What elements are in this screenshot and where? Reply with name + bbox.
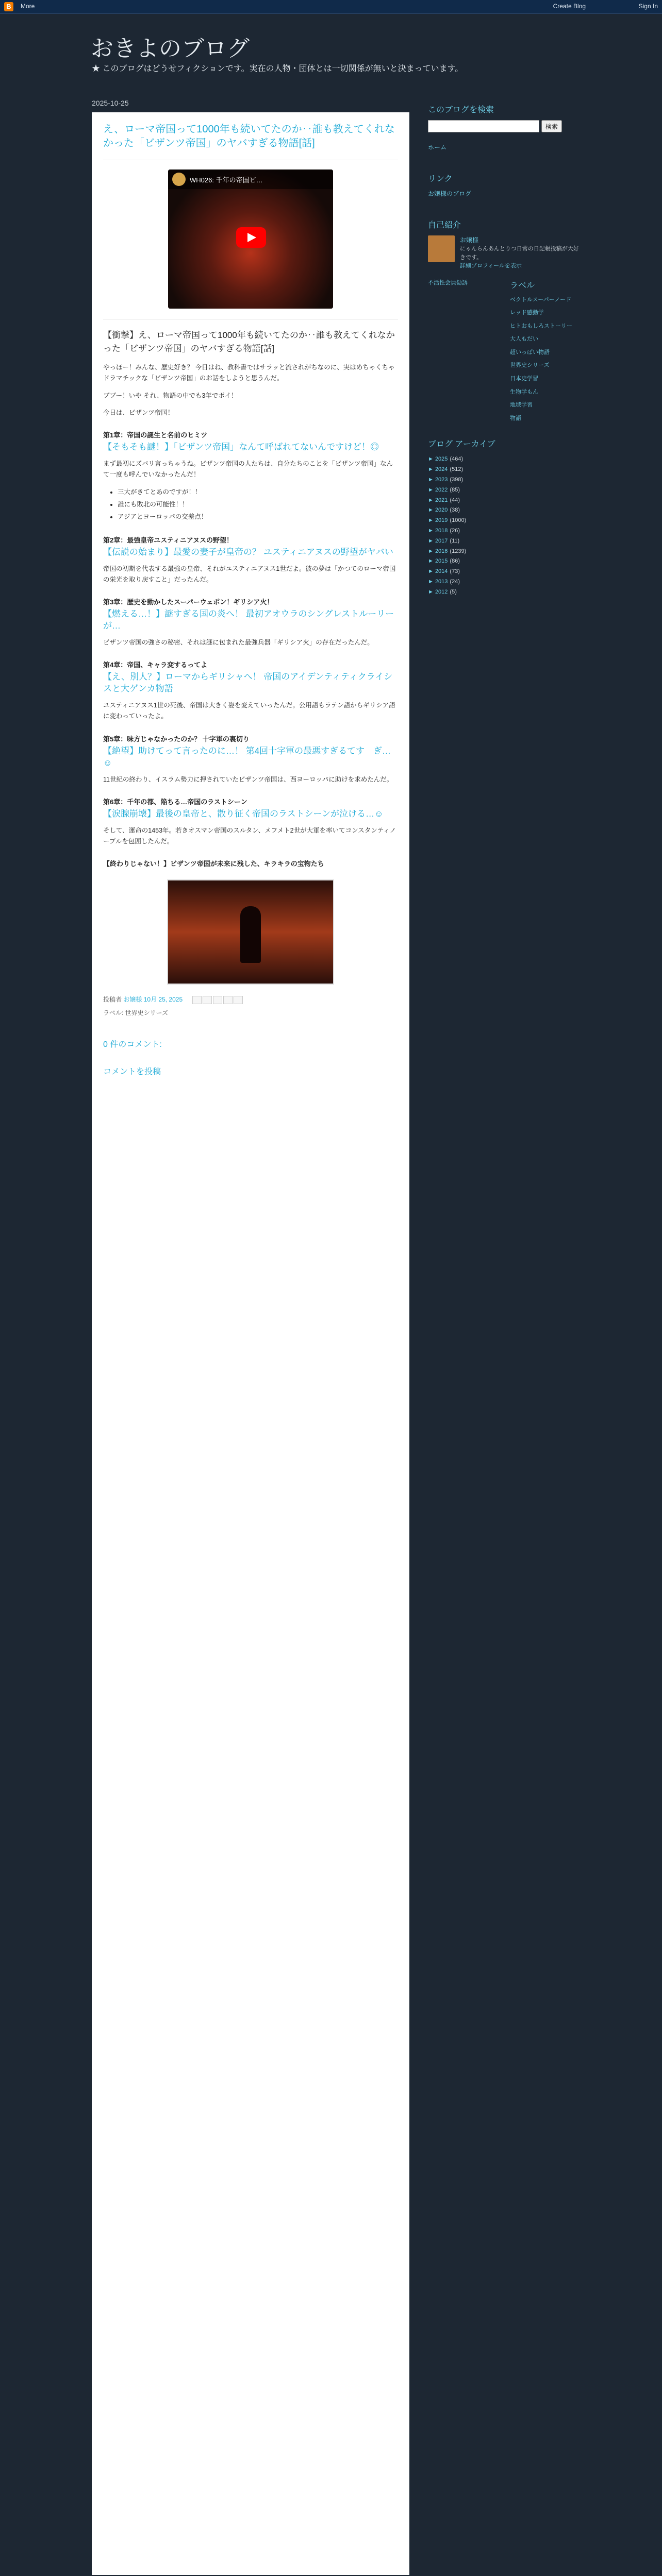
section-subheading: 【伝説の始まり】最愛の妻子が皇帝の？ ユスティニアヌスの野望がヤバい — [103, 547, 393, 557]
archive-year-item[interactable] — [428, 475, 583, 485]
profile-widget — [428, 235, 583, 270]
author-link[interactable]: お嬢様 — [123, 996, 142, 1004]
archive-year[interactable]: ► 2016 — [428, 548, 448, 554]
section-subheading: 【そもそも謎！】「ビザンツ帝国」なんて呼ばれてないんですけど！◎ — [103, 442, 379, 452]
search-input[interactable] — [428, 120, 539, 132]
sidebar — [428, 103, 583, 598]
archive-count: (464) — [450, 456, 464, 463]
blogger-logo-icon[interactable]: B — [4, 2, 13, 11]
archive-count: (85) — [450, 486, 460, 493]
avatar[interactable] — [428, 235, 455, 262]
archive-year-item[interactable] — [428, 556, 583, 567]
archive-count: (1239) — [450, 548, 467, 554]
archive-count: (11) — [450, 537, 460, 544]
email-share-icon[interactable] — [192, 996, 202, 1004]
links-item[interactable]: お嬢様のブログ — [428, 190, 472, 197]
profile-name[interactable]: お嬢様 — [460, 236, 479, 244]
labels-widget — [510, 279, 583, 428]
archive-year-item[interactable] — [428, 465, 583, 475]
post-footer — [103, 995, 398, 1004]
intro-paragraph: やっほー！みんな、歴史好き？ 今日はね、教科書ではサラッと流されがちなのに、実はめちゃくちゃドラマチックな「ビザンツ帝国」のお話をしようと思うんだ。 — [103, 364, 395, 382]
section-paragraph: ビザンツ帝国の強さの秘密、それは謎に包まれた最強兵器「ギリシア火」の存在だったんだ。 — [103, 639, 374, 646]
archive-year[interactable]: ► 2012 — [428, 588, 448, 595]
search-button[interactable]: 検索 — [541, 120, 562, 132]
archive-count: (1000) — [450, 517, 467, 524]
section-subheading: 【燃える…！】謎すぎる国の炎へ！ 最初アオウラのシングレストルーリーが… — [103, 609, 394, 631]
section-heading: 第5章：味方じゃなかったのか？ 十字軍の裏切り — [103, 735, 250, 743]
section-heading: 第4章：帝国、キャラ変するってよ — [103, 661, 208, 669]
list-item: • 三大がきてとあのですが！！ — [118, 486, 398, 499]
blog-description: ★ このブログはどうせフィクションです。実在の人物・団体とは一切関係が無いと決まっています。 — [92, 64, 464, 73]
section-paragraph: 11世紀の終わり、イスラム勢力に押されていたビザンツ帝国は、西ヨーロッパに助けを求めたんだ。 — [103, 775, 393, 783]
archive-year-item[interactable] — [428, 526, 583, 536]
archive-year-item[interactable] — [428, 587, 583, 598]
archive-year-item[interactable] — [428, 505, 583, 516]
archive-year[interactable]: ► 2022 — [428, 486, 448, 493]
archive-year-item[interactable] — [428, 485, 583, 496]
post-comment-link[interactable]: コメントを投稿 — [103, 1067, 161, 1077]
profile-description: にゃんらんあんとりつ日常の日記帳投稿が大好きです。 — [460, 246, 579, 261]
archive-count: (73) — [450, 568, 460, 575]
archive-count: (26) — [450, 528, 460, 534]
blog-this-icon[interactable] — [203, 996, 212, 1004]
navbar-sign-in-link[interactable]: Sign In — [638, 3, 658, 10]
emperor-figure — [240, 906, 261, 963]
label-link[interactable]: 日本史学習 — [510, 376, 538, 382]
search-widget — [428, 120, 583, 132]
post-date-header: 2025-10-25 — [92, 99, 129, 107]
archive-year[interactable]: ► 2014 — [428, 568, 448, 575]
post-timestamp-link[interactable]: 10月 25, 2025 — [143, 996, 183, 1004]
section-heading: 第6章：千年の都、陥ちる…帝国のラストシーン — [103, 798, 247, 806]
highlight-list — [103, 486, 398, 523]
blog-title[interactable]: おきよのブログ — [91, 36, 250, 61]
search-widget-title: このブログを検索 — [428, 106, 494, 114]
post-title[interactable]: え、ローマ帝国って1000年も続いてたのか‥誰も教えてくれなかった「ビザンツ帝国」のヤバすぎる物語[話] — [103, 124, 395, 149]
archive-list — [428, 454, 583, 597]
label-link[interactable]: ベクトルスーパーノード — [510, 296, 572, 303]
archive-year-item[interactable] — [428, 454, 583, 465]
archive-year-item[interactable] — [428, 567, 583, 577]
channel-avatar[interactable] — [172, 173, 186, 186]
archive-year[interactable]: ► 2025 — [428, 456, 448, 463]
section-heading: 第1章：帝国の誕生と名前のヒミツ — [103, 431, 208, 439]
comments-count: 0 件のコメント: — [103, 1040, 162, 1049]
closing-heading: 【終わりじゃない！】ビザンツ帝国が未来に残した、キラキラの宝物たち — [103, 860, 324, 868]
post-labels[interactable]: ラベル: 世界史シリーズ — [103, 1009, 169, 1017]
archive-year[interactable]: ► 2020 — [428, 507, 448, 514]
links-widget-title: リンク — [428, 175, 453, 183]
archive-year-item[interactable] — [428, 536, 583, 547]
pinterest-share-icon[interactable] — [234, 996, 243, 1004]
profile-text-block — [460, 235, 583, 270]
archive-year-item[interactable] — [428, 577, 583, 587]
facebook-share-icon[interactable] — [223, 996, 233, 1004]
archive-year[interactable]: ► 2017 — [428, 537, 448, 544]
archive-year[interactable]: ► 2013 — [428, 579, 448, 585]
sidebar-home-link[interactable]: ホーム — [428, 144, 447, 151]
archive-count: (44) — [450, 497, 460, 503]
archive-count: (512) — [450, 466, 464, 473]
archive-year[interactable]: ► 2024 — [428, 466, 448, 473]
list-item: • 誰にも敗北の可能性！！ — [118, 499, 398, 511]
label-link[interactable]: レッド感動学 — [510, 310, 544, 316]
label-link[interactable]: 生物学もん — [510, 388, 538, 395]
profile-detail-link[interactable]: 詳細プロフィールを表示 — [460, 263, 522, 269]
intro-paragraph: ブブー！いや それ、物語の中でも3年でポイ！ — [103, 392, 238, 399]
archive-year[interactable]: ► 2021 — [428, 497, 448, 503]
section-paragraph: ユスティニアヌス1世の死後、帝国は大きく姿を変えていったんだ。公用語もラテン語からギリシア語に変わっていったよ。 — [103, 702, 395, 720]
archive-year[interactable]: ► 2015 — [428, 558, 448, 565]
archive-year[interactable]: ► 2018 — [428, 528, 448, 534]
posted-by-label: 投稿者 — [103, 996, 122, 1004]
sidebar-left-column — [428, 279, 501, 428]
label-link[interactable]: 大人もだい — [510, 336, 538, 343]
section-paragraph: そして、運命の1453年。若きオスマン帝国のスルタン、メフメト2世が大軍を率いてコンスタンティノープルを包囲したんだ。 — [103, 826, 396, 845]
section-paragraph: まず最初にズバリ言っちゃうね。ビザンツ帝国の人たちは、自分たちのことを「ビザンツ帝国」なんて一度も呼んでいなかったんだ！ — [103, 460, 393, 479]
section-heading: 第2章：最強皇帝ユスティニアヌスの野望！ — [103, 536, 234, 544]
post-illustration[interactable] — [167, 879, 334, 985]
twitter-share-icon[interactable] — [213, 996, 222, 1004]
archive-count: (5) — [450, 588, 457, 595]
left-column-link[interactable]: 不活性会員勧誘 — [428, 279, 468, 286]
section-heading: 第3章：歴史を動かしたスーパーウェポン！ギリシア火！ — [103, 598, 274, 606]
archive-widget-title: ブログ アーカイブ — [428, 440, 495, 449]
label-link[interactable]: ヒトおもしろストーリー — [510, 323, 572, 329]
label-link[interactable]: 世界史シリーズ — [510, 362, 550, 369]
list-item: • アジアとヨーロッパの交差点！ — [118, 511, 398, 523]
label-link[interactable]: 超いっぱい物語 — [510, 349, 550, 355]
sidebar-two-columns — [428, 279, 583, 428]
labels-widget-title: ラベル — [510, 281, 535, 290]
intro-paragraph: 今日は、ビザンツ帝国！ — [103, 409, 174, 416]
play-button-icon[interactable] — [236, 227, 266, 248]
label-link[interactable]: 地域学習 — [510, 402, 533, 409]
navbar-create-blog-link[interactable]: Create Blog — [553, 3, 586, 10]
archive-count: (38) — [450, 507, 460, 514]
archive-year-item[interactable] — [428, 547, 583, 557]
youtube-embed[interactable] — [168, 170, 333, 309]
archive-count: (398) — [450, 477, 464, 483]
section-subheading: 【え、別人？】ローマからギリシャへ！ 帝国のアイデンティティクライシスと大ゲンカ物語 — [103, 672, 393, 694]
label-link[interactable]: 物語 — [510, 415, 521, 421]
archive-year[interactable]: ► 2023 — [428, 477, 448, 483]
blogger-navbar — [0, 0, 662, 14]
post-lead: 【衝撃】え、ローマ帝国って1000年も続いてたのか‥誰も教えてくれなかった「ビザンツ帝国」のヤバすぎる物語[話] — [103, 330, 395, 353]
navbar-more-link[interactable]: More — [21, 3, 35, 10]
post-card — [92, 112, 409, 2575]
section-subheading: 【絶望】助けてって言ったのに…！ 第4回十字軍の最悪すぎるてす ぎ…☺ — [103, 745, 391, 768]
profile-widget-title: 自己紹介 — [428, 221, 461, 230]
video-title[interactable]: WH026: 千年の帝国ビ… — [190, 176, 263, 184]
section-subheading: 【涙腺崩壊】最後の皇帝と、散り征く帝国のラストシーンが泣ける…☺ — [103, 808, 384, 819]
share-buttons — [192, 996, 244, 1004]
archive-year-item[interactable] — [428, 516, 583, 526]
archive-year-item[interactable] — [428, 496, 583, 506]
archive-year[interactable]: ► 2019 — [428, 517, 448, 524]
archive-count: (24) — [450, 579, 460, 585]
section-paragraph: 帝国の初期を代表する最強の皇帝、それがユスティニアヌス1世だよ。彼の夢は「かつてのローマ帝国の栄光を取り戻すこと」だったんだ。 — [103, 565, 396, 583]
archive-count: (86) — [450, 558, 460, 565]
